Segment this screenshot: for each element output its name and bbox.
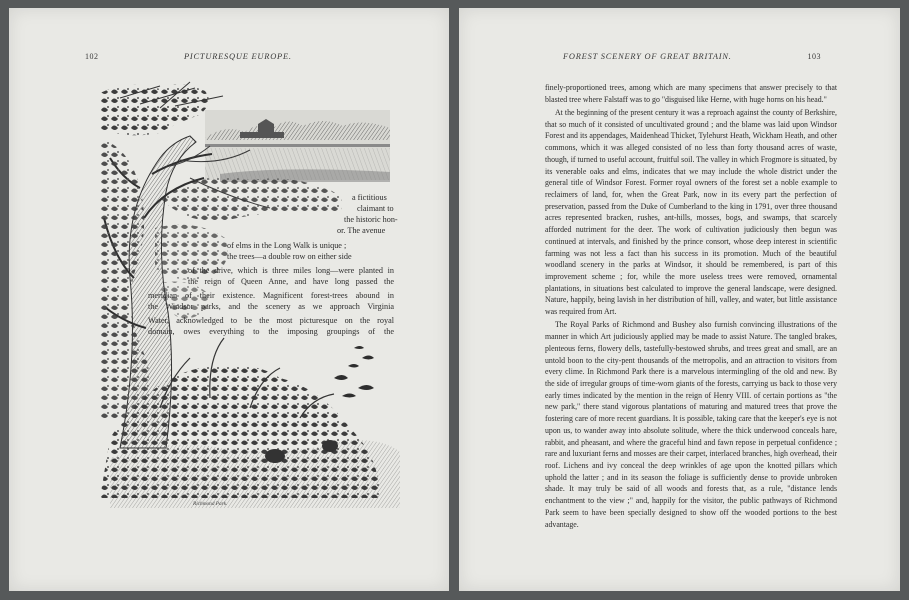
text-line: or. The avenue	[337, 226, 386, 235]
text-line: of the drive, which is three miles long—were planted in	[188, 266, 394, 275]
right-page-number: 103	[807, 52, 821, 61]
left-running-title: PICTURESQUE EUROPE.	[184, 52, 292, 61]
text-line: the reign of Queen Anne, and have long passed the	[188, 277, 394, 286]
right-text-block	[545, 82, 837, 530]
text-line: meridian of their existence. Magnificent forest-trees abound in	[148, 291, 394, 300]
paragraph: At the beginning of the present century it was a reproach against the county of Berkshire, that so much of it consisted of uncultivated ground ; and the blame was laid upon Windsor Forest and its appendages, Maidenhead Thicket, Tylehurst Heath, Wickham Heath, and other commons, which it was alleged consisted of no less than forty thousand acres of waste, though, if turned to useful account, fruitful soil. The valley in which Frogmore is situated, by its venerable oaks and elms, indicates that we may include the whole district under the general title of Windsor Forest. Former royal owners of the forest set a noble example to reclaimers of land, for, when the Great Park, now in its every part the perfection of preservation, passed from the Duke of Cumberland to the king in 1791, over three thousand acres represented bracken, rushes, ant-hills, mosses, bogs, and swamps, that scarcely afforded nutriment for the deer. The work of cultivation judiciously then begun was continued at intervals, and finished by the prince consort, whose deep interest in scientific farming was not less a fact than his success in its promotion. Much of the beautiful woodland scenery in the parks at Windsor, it should be remembered, is part of this improvement scheme ; for, while the more useless trees were removed, ornamental plantations, in situations best calculated to improve the general landscape, were designed. Nature, happily, being lavish in her distribution of hill, valley, and water, but little assistance was required from Art.	[545, 107, 837, 317]
text-line: the Windsor parks, and the scenery as we approach Virginia	[148, 302, 394, 311]
text-line: the historic hon-	[344, 215, 398, 224]
text-line: the trees—a double row on either side	[227, 252, 352, 261]
text-line: a fictitious	[352, 193, 387, 202]
text-line: domain, owes everything to the imposing groupings of the	[148, 327, 394, 336]
right-page	[459, 8, 900, 591]
birds	[334, 346, 374, 398]
right-running-title: FOREST SCENERY OF GREAT BRITAIN.	[563, 52, 732, 61]
left-page-number: 102	[85, 52, 99, 61]
paragraph: The Royal Parks of Richmond and Bushey also furnish convincing illustrations of the manner in which Art judiciously applied may be made to assist Nature. The tangled brakes, plenteous ferns, flowery dells, tastefully-bestowed shrubs, and trees great and small, are an untold boon to the city-pent thousands of the metropolis, and an attraction to visitors from every clime. In Richmond Park there is a marvelous intermingling of the old and new. By the side of irregular groups of time-worn giants of the forests, carrying us back to those very early times indicated by the mention in the reign of Henry VIII. of certain portions as "the new park," there stand vigorous plantations of maturing and matured trees that prove the fostering care of more recent guardians. It is possible, taking care that the keeper's eye is not upon us, to wander away into absolute solitude, where the thick underwood conceals hare, rabbit, and pheasant, and where the graceful hind and fawn repose in perpetual confidence ; rare and luxuriant ferns and mosses are their carpet, interlaced branches, high overhead, their roof. Lichens and ivy conceal the deep wrinkles of age upon the knotted pillars which uphold the latter ; and in its season the foliage is sufficiently dense to provide unbroken shade. It may truly be said of all woods and forests that, as a rule, "distance lends enchantment to the view ;" and, happily for the visitor, the public pathways of Richmond Park seem to have been specially designed to show off the wooded portions to the best advantage.	[545, 320, 837, 529]
text-line: Water, acknowledged to be the most picturesque on the royal	[148, 316, 394, 325]
paragraph: finely-proportioned trees, among which are many specimens that answer precisely to that blasted tree where Falstaff was to go "disguised like Herne, with huge horns on his head."	[545, 83, 837, 104]
text-line: claimant to	[357, 204, 394, 213]
left-page	[9, 8, 449, 591]
illustration-caption: Richmond Park.	[193, 501, 228, 507]
text-line: of elms in the Long Walk is unique ;	[227, 241, 347, 250]
